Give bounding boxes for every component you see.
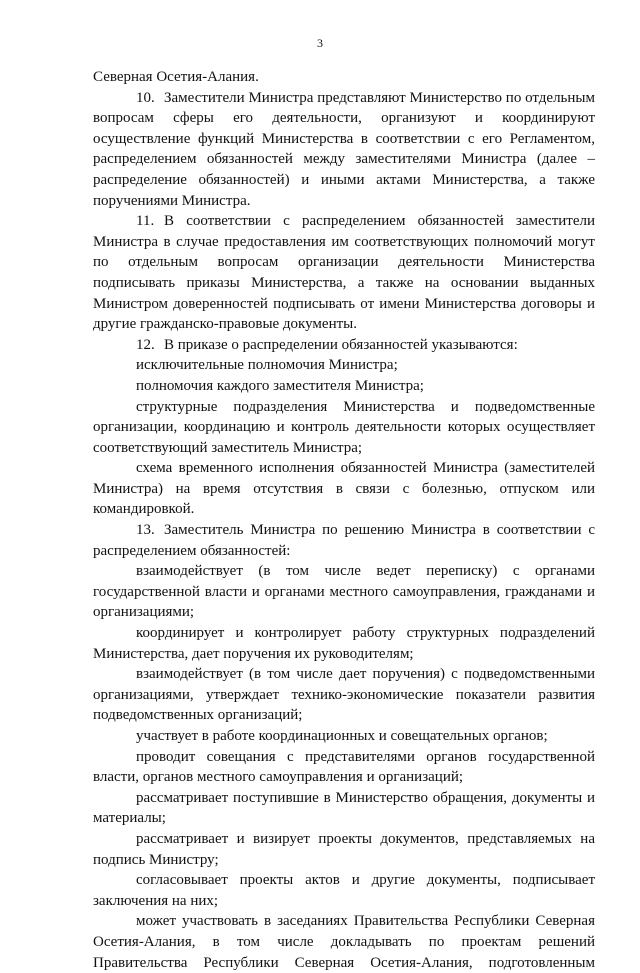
paragraph: [93, 67, 595, 88]
numbered-paragraph: [93, 335, 595, 356]
paragraph-text: взаимодействует (в том числе дает поручения) с подведомственными организациями, утверждает технико-экономические показатели развития подведомственных организаций;: [93, 666, 595, 724]
paragraph-text: может участвовать в заседаниях Правительства Республики Северная Осетия-Алания, в том числе докладывать по проектам решений Правительства Республики Северная Осетия-Алания, подготовленным: [93, 913, 595, 971]
paragraph-text: В соответствии с распределением обязанностей заместители Министра в случае предоставления им соответствующих полномочий могут по отдельным вопросам организации деятельности Министерства подписывать приказы Министерства, а также на основании выданных Министром доверенностей подписывать от имени Министерства договоры и другие гражданско-правовые документы.: [93, 213, 595, 333]
paragraph-number: 10.: [136, 89, 155, 106]
page-number: 3: [317, 36, 323, 50]
paragraph: [93, 788, 595, 829]
paragraph-text: Заместители Министра представляют Министерство по отдельным вопросам сферы его деятельности, организуют и координируют осуществление функций Министерства в соответствии с его Регламентом, распределением обязанностей между заместителями Министра (далее – распределение обязанностей) и иными актами Министерства, а также поручениями Министра.: [93, 89, 595, 209]
paragraph-number: 11.: [136, 213, 155, 230]
paragraph-text: проводит совещания с представителями органов государственной власти, органов местного самоуправления и организаций;: [93, 748, 595, 786]
paragraph-text: согласовывает проекты актов и другие документы, подписывает заключения на них;: [93, 872, 595, 909]
paragraph-text: рассматривает и визирует проекты документов, представляемых на подпись Министру;: [93, 830, 595, 868]
numbered-paragraph: [93, 520, 595, 561]
paragraph-text: взаимодействует (в том числе ведет переписку) с органами государственной власти и органами местного самоуправления, гражданами и организациями;: [93, 563, 595, 621]
paragraph: [93, 747, 595, 788]
document-body: [93, 67, 595, 973]
paragraph-text: координирует и контролирует работу структурных подразделений Министерства, дает поручения их руководителям;: [93, 625, 595, 662]
paragraph-text: участвует в работе координационных и совещательных органов;: [136, 728, 548, 744]
paragraph-text: Заместитель Министра по решению Министра в соответствии с распределением обязанностей:: [93, 522, 595, 559]
paragraph: [93, 664, 595, 726]
paragraph-number: 12.: [136, 336, 155, 353]
paragraph-text: исключительные полномочия Министра;: [136, 357, 398, 374]
paragraph-text: Северная Осетия-Алания.: [93, 69, 259, 85]
paragraph: [93, 397, 595, 459]
paragraph-number: 13.: [136, 522, 155, 539]
paragraph: [93, 561, 595, 623]
paragraph: [93, 623, 595, 664]
paragraph-text: рассматривает поступившие в Министерство обращения, документы и материалы;: [93, 789, 595, 827]
paragraph: [93, 870, 595, 911]
paragraph: [93, 458, 595, 520]
paragraph: [93, 355, 595, 376]
numbered-paragraph: [93, 211, 595, 335]
paragraph-text: схема временного исполнения обязанностей Министра (заместителей Министра) на время отсутствия в связи с болезнью, отпуском или командировкой.: [93, 460, 595, 518]
paragraph-text: полномочия каждого заместителя Министра;: [136, 377, 424, 394]
paragraph-text: структурные подразделения Министерства и подведомственные организации, координацию и контроль деятельности которых осуществляет соответствующий заместитель Министра;: [93, 398, 595, 456]
paragraph-text: В приказе о распределении обязанностей указываются:: [164, 336, 518, 353]
paragraph: [93, 376, 595, 397]
paragraph: [93, 726, 595, 747]
numbered-paragraph: [93, 88, 595, 212]
paragraph: [93, 829, 595, 870]
paragraph: [93, 911, 595, 973]
